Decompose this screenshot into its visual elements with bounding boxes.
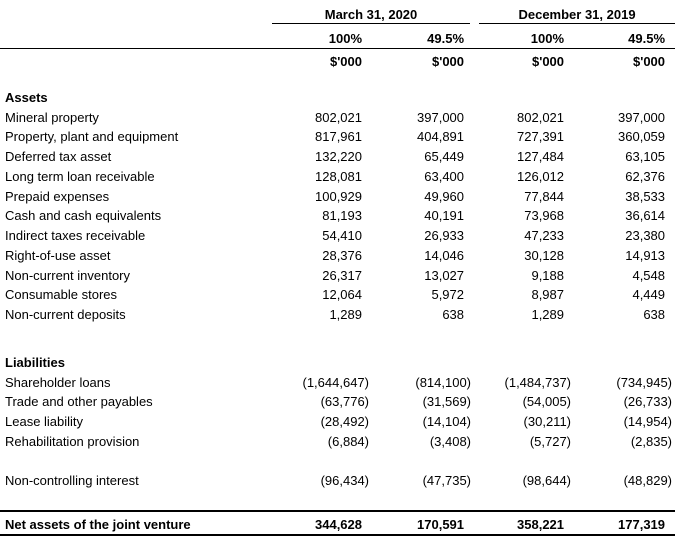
pct-header-cell: 49.5% <box>372 26 474 49</box>
total-value-cell: 344,628 <box>272 511 372 535</box>
row-label: Indirect taxes receivable <box>5 228 146 243</box>
section-heading-row-liabilities <box>0 352 675 372</box>
row-label: Prepaid expenses <box>5 188 110 204</box>
pct-header-cell: 49.5% <box>574 26 675 49</box>
table-row <box>0 372 675 392</box>
total-value-cell: 177,319 <box>574 511 675 535</box>
value-cell: 14,046 <box>424 247 465 263</box>
value-cell: 1,289 <box>531 307 565 322</box>
value-cell: 404,891 <box>417 129 465 145</box>
value-cell: 47,233 <box>524 228 565 243</box>
col-group-december-2019 <box>474 6 675 26</box>
value-cell: 12,064 <box>322 287 362 303</box>
value-cell: (814,100) <box>415 374 472 390</box>
table-row <box>0 392 675 412</box>
value-cell: 49,960 <box>424 188 465 204</box>
joint-venture-balance-sheet-table <box>0 6 675 536</box>
value-cell: (1,484,737) <box>504 374 572 390</box>
table-row <box>0 206 675 226</box>
value-cell: 40,191 <box>424 208 465 224</box>
value-cell: 30,128 <box>524 247 565 263</box>
row-label: Property, plant and equipment <box>5 129 179 145</box>
value-cell: (26,733) <box>623 394 673 410</box>
table-row <box>0 166 675 186</box>
value-cell: 36,614 <box>625 208 666 224</box>
value-cell: (96,434) <box>320 472 369 488</box>
value-cell: (47,735) <box>422 472 472 488</box>
unit-header-cell: $'000 <box>329 54 362 69</box>
row-label: Non-controlling interest <box>5 472 139 488</box>
value-cell: 1,289 <box>329 307 362 322</box>
row-label: Deferred tax asset <box>5 149 112 164</box>
date-header-row <box>0 6 675 26</box>
pct-header-cell: 100% <box>272 26 372 49</box>
row-label: Shareholder loans <box>5 374 111 390</box>
pct-header-cell: 100% <box>474 26 574 49</box>
corner-cell <box>0 6 272 26</box>
value-cell: 28,376 <box>322 247 362 263</box>
row-label: Cash and cash equivalents <box>5 208 162 224</box>
unit-header-cell: $'000 <box>432 54 465 69</box>
value-cell: 73,968 <box>524 208 565 224</box>
table-row <box>0 411 675 431</box>
value-cell: (48,829) <box>623 472 673 488</box>
value-cell: (6,884) <box>327 433 369 449</box>
col-group-title-march: March 31, 2020 <box>272 7 470 24</box>
value-cell: (30,211) <box>523 414 572 429</box>
value-cell: 638 <box>442 307 465 322</box>
value-cell: 4,548 <box>632 267 666 283</box>
value-cell: 54,410 <box>322 228 362 243</box>
row-label: Right-of-use asset <box>5 247 111 263</box>
units-header-row <box>0 49 675 72</box>
value-cell: 802,021 <box>315 109 362 125</box>
value-cell: 128,081 <box>315 168 362 184</box>
row-label: Mineral property <box>5 109 99 125</box>
table-row <box>0 225 675 245</box>
spacer-cell <box>0 324 675 352</box>
table-row <box>0 186 675 206</box>
ownership-percentage-header-row <box>0 26 675 49</box>
value-cell: 638 <box>643 307 666 322</box>
table-row <box>0 265 675 285</box>
unit-header-cell: $'000 <box>532 54 565 69</box>
value-cell: 360,059 <box>618 129 666 145</box>
value-cell: (5,727) <box>529 433 572 449</box>
total-value-cell: 358,221 <box>474 511 574 535</box>
value-cell: 126,012 <box>517 168 565 184</box>
spacer-row <box>0 71 675 87</box>
col-group-march-2020 <box>272 6 474 26</box>
row-label: Consumable stores <box>5 287 117 303</box>
row-label: Non-current inventory <box>5 267 130 283</box>
table-row <box>0 107 675 127</box>
table-body <box>0 71 675 511</box>
value-cell: (98,644) <box>522 472 572 488</box>
value-cell: 62,376 <box>625 168 666 184</box>
empty-cell <box>0 49 272 72</box>
value-cell: (2,835) <box>630 433 673 449</box>
total-row-label: Net assets of the joint venture <box>0 511 272 535</box>
value-cell: (54,005) <box>522 394 572 410</box>
value-cell: 65,449 <box>424 149 465 164</box>
value-cell: (63,776) <box>320 394 369 410</box>
table-row <box>0 431 675 451</box>
table-row <box>0 304 675 324</box>
value-cell: (28,492) <box>320 414 369 429</box>
value-cell: 397,000 <box>417 109 465 125</box>
value-cell: 14,913 <box>625 247 666 263</box>
value-cell: 13,027 <box>424 267 465 283</box>
unit-header-cell: $'000 <box>633 54 666 69</box>
value-cell: 132,220 <box>315 149 362 164</box>
row-label: Trade and other payables <box>5 394 153 410</box>
row-label: Lease liability <box>5 414 84 429</box>
value-cell: 727,391 <box>517 129 565 145</box>
section-heading: Assets <box>5 89 48 105</box>
value-cell: (1,644,647) <box>302 374 369 390</box>
value-cell: 63,400 <box>424 168 465 184</box>
spacer-cell <box>0 71 675 87</box>
row-label: Rehabilitation provision <box>5 433 140 449</box>
spacer-row <box>0 490 675 511</box>
total-value-cell: 170,591 <box>372 511 474 535</box>
value-cell: (734,945) <box>616 374 673 390</box>
row-label: Long term loan receivable <box>5 168 155 184</box>
value-cell: (31,569) <box>422 394 472 410</box>
table-row <box>0 470 675 490</box>
table-row <box>0 146 675 166</box>
value-cell: 397,000 <box>618 109 666 125</box>
value-cell: 817,961 <box>315 129 362 145</box>
empty-cell <box>0 26 272 49</box>
value-cell: 802,021 <box>517 109 565 125</box>
value-cell: 81,193 <box>322 208 362 224</box>
value-cell: 8,987 <box>531 287 565 303</box>
value-cell: (14,104) <box>422 414 472 429</box>
value-cell: 4,449 <box>632 287 666 303</box>
value-cell: (3,408) <box>429 433 472 449</box>
section-heading-row-assets <box>0 87 675 107</box>
spacer-cell <box>0 490 675 511</box>
row-label: Non-current deposits <box>5 307 126 322</box>
value-cell: 63,105 <box>625 149 666 164</box>
value-cell: 9,188 <box>531 267 565 283</box>
value-cell: 23,380 <box>625 228 666 243</box>
spacer-cell <box>0 451 675 470</box>
table-row <box>0 285 675 305</box>
value-cell: 100,929 <box>315 188 362 204</box>
value-cell: 77,844 <box>524 188 565 204</box>
col-group-title-december: December 31, 2019 <box>479 7 675 24</box>
spacer-row <box>0 324 675 352</box>
spacer-row <box>0 451 675 470</box>
value-cell: 26,317 <box>322 267 362 283</box>
value-cell: 38,533 <box>625 188 666 204</box>
value-cell: 26,933 <box>424 228 465 243</box>
value-cell: 5,972 <box>431 287 465 303</box>
table-row <box>0 127 675 147</box>
value-cell: 127,484 <box>517 149 565 164</box>
table-row <box>0 245 675 265</box>
net-assets-total-row <box>0 511 675 535</box>
value-cell: (14,954) <box>623 414 673 429</box>
section-heading: Liabilities <box>5 354 65 370</box>
